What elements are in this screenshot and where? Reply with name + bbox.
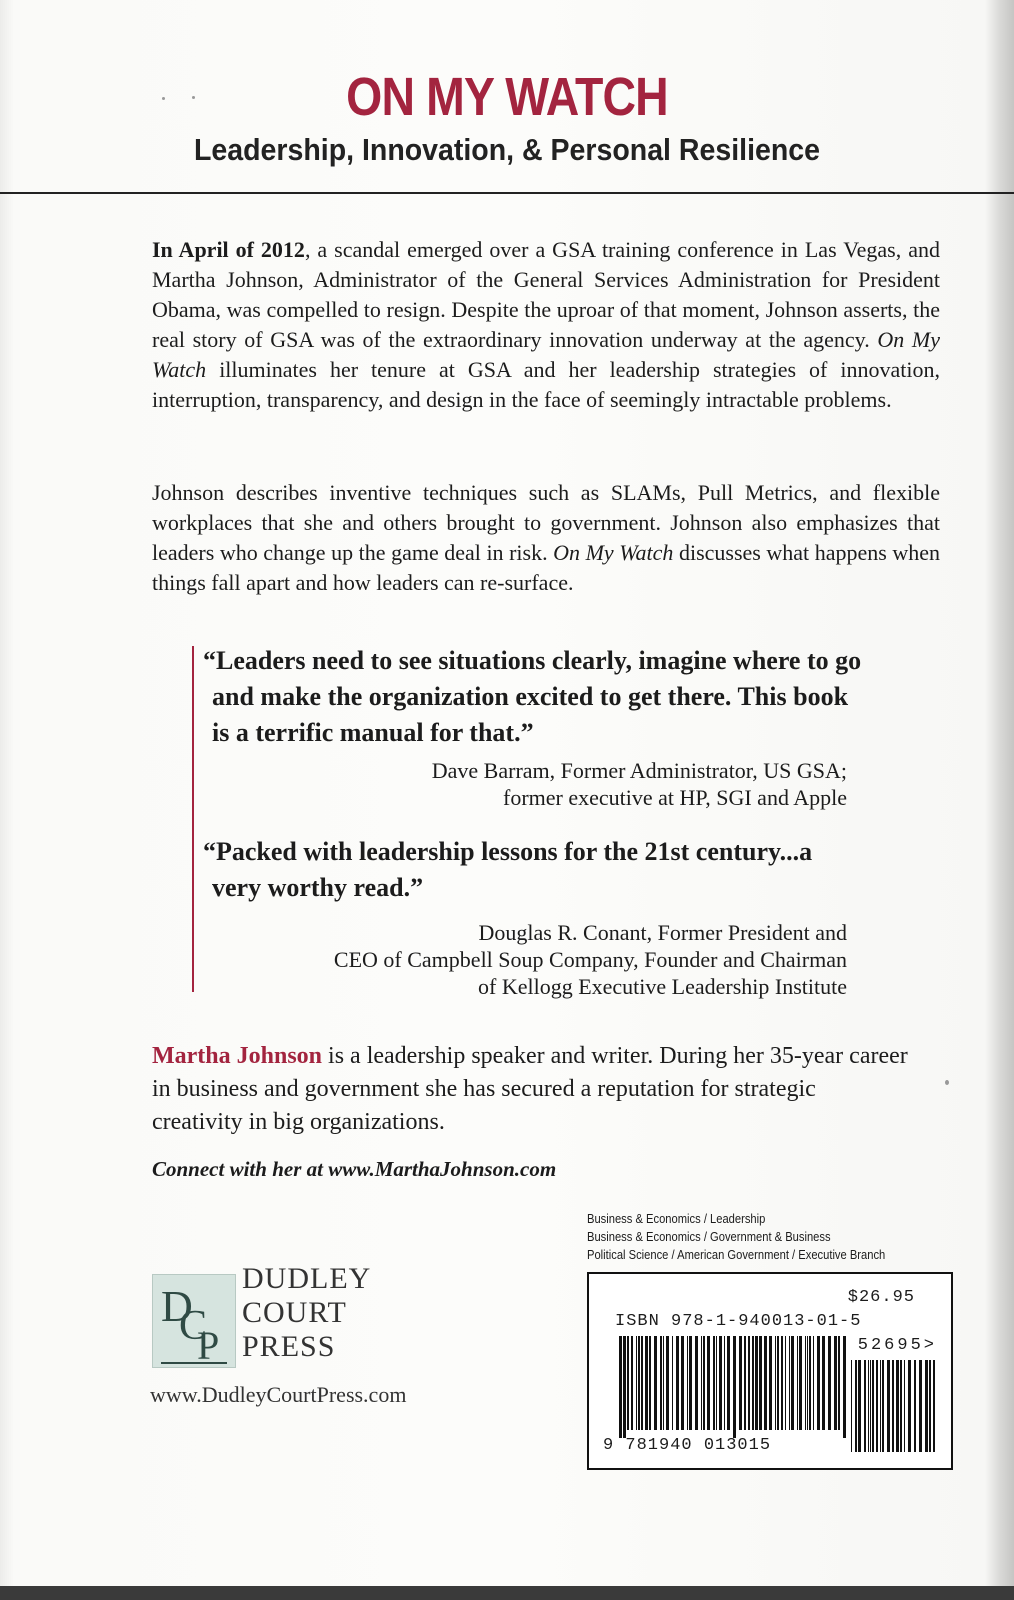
endorsement-attribution — [247, 757, 847, 811]
description-text: , a scandal emerged over a GSA training conference in Las Vegas, and Martha Johnson, Administrator of the General Services Administration for President Obama, was compelled to resign. Despite the uproar of that moment, Johnson asserts, the real story of GSA was of the extraordinary innovation underway at the agency. — [152, 237, 940, 352]
barcode-bar — [703, 1336, 705, 1430]
book-title-inline: On My Watch — [152, 327, 940, 382]
barcode-bar — [724, 1336, 725, 1430]
author-bio-text: is a leadership speaker and writer. During her 35-year career in business and government she has secured a reputation for strategic creativity in big organizations. — [152, 1043, 908, 1135]
barcode-bar — [817, 1336, 820, 1430]
book-title-inline: On My Watch — [553, 540, 674, 565]
barcode-digits: 9 781940 013015 — [603, 1436, 772, 1455]
barcode-bar — [769, 1336, 772, 1430]
barcode-bar — [799, 1336, 802, 1430]
barcode-bar — [719, 1336, 722, 1430]
barcode-bar — [872, 1360, 874, 1452]
attribution-line: CEO of Campbell Soup Company, Founder and Chairman — [333, 947, 847, 972]
barcode-bar — [797, 1336, 798, 1430]
description-paragraph-2 — [152, 478, 940, 598]
barcode-bar — [638, 1336, 640, 1430]
barcode-bar — [870, 1360, 871, 1452]
barcode-bar — [882, 1360, 884, 1452]
barcode-bar — [701, 1336, 702, 1430]
barcode-bar — [908, 1360, 911, 1452]
barcode-bar — [631, 1336, 633, 1430]
publisher-name-line: PRESS — [242, 1330, 336, 1363]
description-paragraph-1 — [152, 235, 940, 415]
publisher-logo — [152, 1274, 236, 1368]
barcode-bar — [759, 1336, 762, 1430]
isbn-label: ISBN 978-1-940013-01-5 — [615, 1312, 862, 1331]
barcode-bar — [933, 1360, 935, 1452]
addon-barcode — [851, 1360, 937, 1460]
author-name: Martha Johnson — [152, 1043, 323, 1069]
barcode-bar — [752, 1336, 754, 1430]
barcode-bar — [914, 1360, 916, 1452]
category-line: Political Science / American Government / Executive Branch — [587, 1247, 886, 1262]
barcode-bar — [775, 1336, 776, 1430]
price-supplement-digits: 52695> — [857, 1336, 937, 1355]
barcode-bar — [807, 1336, 808, 1430]
barcode-bar — [689, 1336, 692, 1430]
endorsement-attribution — [247, 919, 847, 1000]
barcode-bar — [687, 1336, 688, 1430]
barcode-bar — [785, 1336, 786, 1430]
barcode-bar — [645, 1336, 648, 1430]
category-line: Business & Economics / Leadership — [587, 1211, 766, 1226]
barcode-bar — [876, 1360, 878, 1452]
ean13-barcode — [619, 1336, 849, 1438]
barcode-panel — [587, 1272, 953, 1470]
barcode-bar — [636, 1336, 637, 1430]
svg-text:C: C — [179, 1303, 208, 1349]
quote-accent-bar — [192, 646, 194, 992]
barcode-bar — [676, 1336, 679, 1430]
barcode-bar — [748, 1336, 750, 1430]
dust-speck — [945, 1080, 949, 1085]
attribution-line: former executive at HP, SGI and Apple — [503, 785, 847, 810]
barcode-bar — [663, 1336, 664, 1430]
barcode-bar — [660, 1336, 662, 1430]
attribution-line: Dave Barram, Former Administrator, US GSA; — [431, 758, 847, 783]
book-subtitle: Leadership, Innovation, & Personal Resilience — [193, 132, 821, 167]
barcode-bar — [838, 1336, 840, 1430]
barcode-bar — [925, 1360, 928, 1452]
publisher-name — [242, 1262, 371, 1364]
barcode-bar — [733, 1336, 736, 1438]
barcode-bar — [681, 1336, 684, 1430]
barcode-bar — [716, 1336, 717, 1430]
description-text: discusses what happens when things fall apart and how leaders can re-surface. — [152, 540, 940, 595]
barcode-bar — [619, 1336, 622, 1438]
barcode-bar — [666, 1336, 669, 1430]
publisher-name-line: DUDLEY — [242, 1262, 372, 1295]
barcode-bar — [828, 1336, 831, 1430]
price-label: $26.95 — [847, 1288, 915, 1307]
barcode-bar — [896, 1360, 899, 1452]
barcode-bar — [858, 1360, 861, 1452]
description-lead: In April of 2012 — [152, 237, 305, 262]
category-line: Business & Economics / Government & Business — [587, 1229, 831, 1244]
barcode-bar — [855, 1360, 857, 1452]
barcode-bar — [822, 1336, 825, 1430]
barcode-bar — [777, 1336, 779, 1430]
barcode-bar — [727, 1336, 730, 1430]
publisher-url: www.DudleyCourtPress.com — [150, 1382, 407, 1407]
barcode-bar — [764, 1336, 767, 1430]
barcode-bar — [900, 1360, 902, 1452]
dcp-monogram-icon — [153, 1275, 235, 1367]
barcode-bar — [781, 1336, 783, 1430]
bisac-categories — [587, 1210, 885, 1264]
barcode-bar — [789, 1336, 790, 1430]
barcode-bar — [843, 1336, 846, 1438]
barcode-bar — [672, 1336, 673, 1430]
barcode-bar — [813, 1336, 814, 1430]
description-text: illuminates her tenure at GSA and her leadership strategies of innovation, interruption, transparency, and design in the face of seemingly intractable problems. — [152, 357, 940, 412]
barcode-bar — [649, 1336, 651, 1430]
barcode-bar — [623, 1336, 626, 1438]
publisher-name-line: COURT — [242, 1296, 347, 1329]
endorsement-quote: “Packed with leadership lessons for the 21st century...a very worthy read.” — [203, 837, 813, 902]
barcode-bar — [834, 1336, 837, 1430]
barcode-bar — [627, 1336, 629, 1430]
barcode-bar — [868, 1360, 869, 1452]
barcode-bar — [864, 1360, 866, 1452]
barcode-bar — [929, 1360, 931, 1452]
description-text: Johnson describes inventive techniques such as SLAMs, Pull Metrics, and flexible workplaces that she and others brought to government. Johnson also emphasizes that leaders who change up the game deal in risk. — [152, 480, 940, 565]
author-website: Connect with her at www.MarthaJohnson.com — [152, 1157, 557, 1181]
barcode-bar — [641, 1336, 643, 1430]
book-title: ON MY WATCH — [346, 67, 668, 127]
author-bio — [152, 1040, 912, 1139]
attribution-line: of Kellogg Executive Leadership Institute — [478, 974, 847, 999]
barcode-bar — [695, 1336, 698, 1430]
barcode-bar — [851, 1360, 852, 1452]
svg-text:D: D — [161, 1282, 193, 1331]
endorsement-quote: “Leaders need to see situations clearly, imagine where to go and make the organization excited to get there. This book is a terrific manual for that.” — [203, 646, 862, 747]
barcode-bar — [755, 1336, 758, 1430]
barcode-bar — [744, 1336, 746, 1430]
attribution-line: Douglas R. Conant, Former President and — [478, 920, 847, 945]
barcode-bar — [707, 1336, 710, 1430]
barcode-bar — [904, 1360, 905, 1452]
barcode-bar — [713, 1336, 715, 1430]
header-divider — [0, 192, 1014, 194]
barcode-bar — [809, 1336, 811, 1430]
barcode-bar — [791, 1336, 794, 1430]
barcode-bar — [892, 1360, 894, 1452]
barcode-bar — [919, 1360, 922, 1452]
svg-text:P: P — [197, 1323, 220, 1367]
barcode-bar — [887, 1360, 890, 1452]
barcode-bar — [880, 1360, 881, 1452]
barcode-bar — [739, 1336, 742, 1430]
barcode-bar — [654, 1336, 657, 1430]
cover-bottom-edge — [0, 1586, 1014, 1600]
barcode-bar — [805, 1336, 806, 1430]
